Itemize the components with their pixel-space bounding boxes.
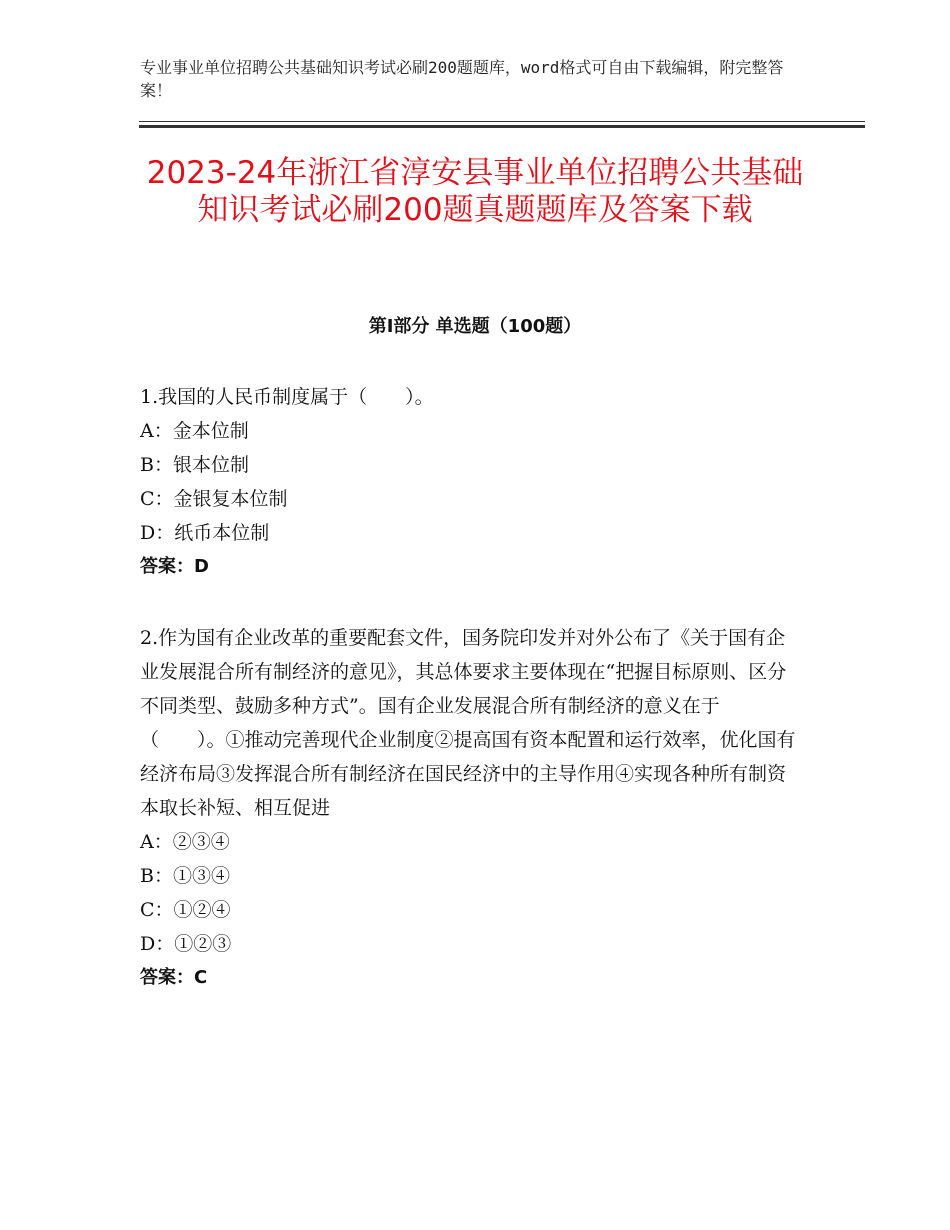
option-c: C：①②④ <box>140 899 231 921</box>
answer: 答案：D <box>140 556 209 577</box>
question-2 <box>140 621 800 995</box>
option-d: D：①②③ <box>140 933 232 955</box>
question-1 <box>140 380 800 584</box>
header-note: 专业事业单位招聘公共基础知识考试必刷200题题库，word格式可自由下载编辑，附完整答案！ <box>140 58 784 100</box>
option-a: A：②③④ <box>140 831 230 853</box>
option-a: A：金本位制 <box>140 420 249 442</box>
document-title: 2023-24年浙江省淳安县事业单位招聘公共基础知识考试必刷200题真题题库及答案下载 <box>146 155 804 228</box>
question-text: 2.作为国有企业改革的重要配套文件，国务院印发并对外公布了《关于国有企业发展混合所有制经济的意见》，其总体要求主要体现在“把握目标原则、区分不同类型、鼓励多种方式”。国有企业发展混合所有制经济的意义在于（ ）。①推动完善现代企业制度②提高国有资本配置和运行效率，优化国有经济布局③发挥混合所有制经济在国民经济中的主导作用④实现各种所有制资本取长补短、相互促进 <box>140 627 796 819</box>
option-b: B：①③④ <box>140 865 230 887</box>
option-d: D：纸币本位制 <box>140 522 270 544</box>
option-c: C：金银复本位制 <box>140 488 288 510</box>
header-divider-thin <box>139 121 865 122</box>
question-text: 1.我国的人民币制度属于（ ）。 <box>140 386 434 408</box>
answer: 答案：C <box>140 967 208 988</box>
header-divider-thick <box>139 125 865 128</box>
option-b: B：银本位制 <box>140 454 249 476</box>
section-heading: 第Ⅰ部分 单选题（100题） <box>368 316 582 337</box>
